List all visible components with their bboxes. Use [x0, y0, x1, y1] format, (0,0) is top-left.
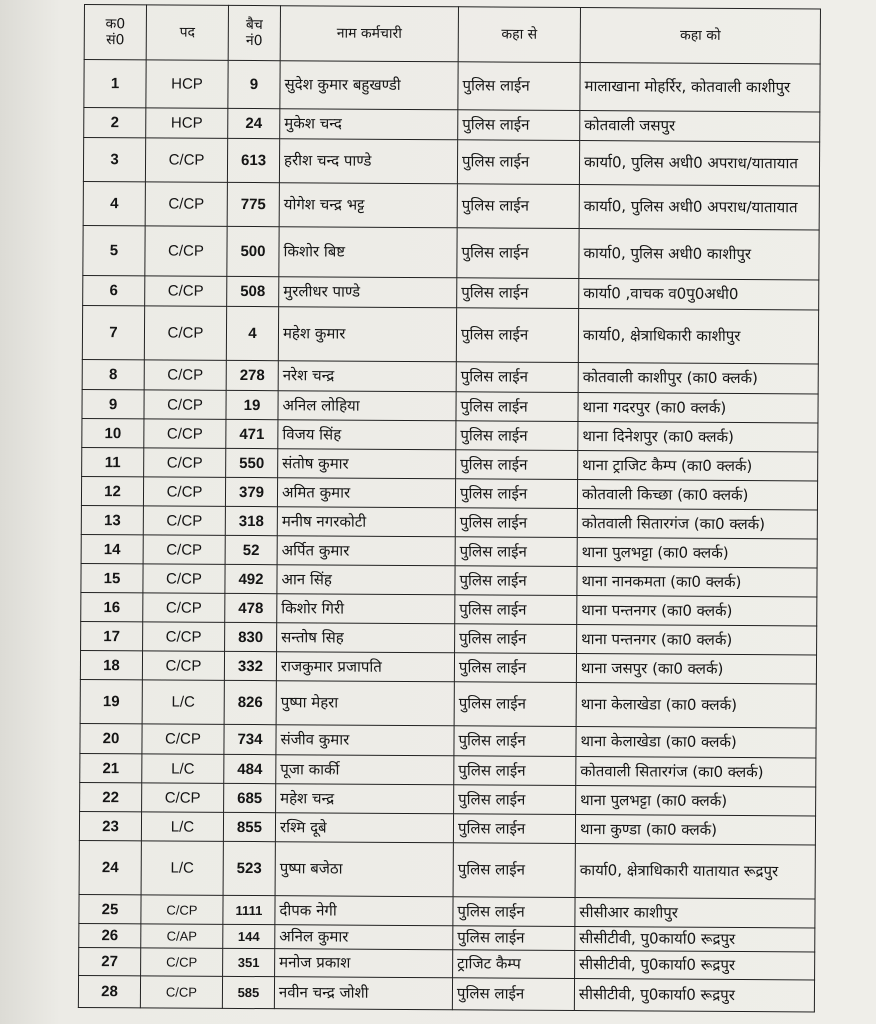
from-location-cell: पुलिस लाईन	[456, 421, 578, 451]
employee-name-cell: नवीन चन्द्र जोशी	[274, 977, 452, 1010]
header-employee-name: नाम कर्मचारी	[280, 6, 458, 62]
table-row	[83, 225, 819, 279]
table-header-row	[84, 5, 820, 64]
serial-cell: 17	[81, 621, 143, 650]
table-row	[84, 108, 820, 142]
from-location-cell: पुलिस लाईन	[455, 624, 577, 654]
rank-cell: C/CP	[144, 360, 226, 391]
serial-cell: 20	[80, 723, 142, 753]
serial-cell: 5	[83, 225, 145, 275]
to-location-cell: सीसीटीवी, पु0कार्या0 रूद्रपुर	[575, 951, 815, 980]
rank-cell: HCP	[146, 108, 228, 139]
to-location-cell: थाना पन्तनगर (का0 क्लर्क)	[577, 596, 817, 626]
to-location-cell: मालाखाना मोहर्रिर, कोतवाली काशीपुर	[580, 63, 820, 112]
header-serial-line1: क0	[105, 16, 126, 33]
from-location-cell: पुलिस लाईन	[454, 726, 576, 757]
belt-number-cell: 550	[226, 448, 278, 477]
employee-name-cell: सुदेश कुमार बहुखण्डी	[280, 61, 458, 110]
to-location-cell: सीसीटीवी, पु0कार्या0 रूद्रपुर	[574, 979, 814, 1012]
rank-cell: C/CP	[141, 948, 223, 977]
from-location-cell: पुलिस लाईन	[456, 392, 578, 422]
rank-cell: L/C	[142, 754, 224, 784]
from-location-cell: पुलिस लाईन	[455, 537, 577, 567]
rank-cell: C/AP	[141, 924, 223, 949]
rank-cell: C/CP	[145, 226, 227, 276]
to-location-cell: कोतवाली सितारगंज (का0 क्लर्क)	[576, 757, 816, 787]
belt-number-cell: 379	[225, 477, 277, 506]
from-location-cell: पुलिस लाईन	[455, 566, 577, 596]
employee-name-cell: पुष्पा बजेठा	[275, 842, 453, 897]
to-location-cell: थाना जसपुर (का0 क्लर्क)	[576, 654, 816, 684]
belt-number-cell: 278	[226, 360, 278, 390]
belt-number-cell: 508	[227, 276, 279, 306]
employee-name-cell: किशोर बिष्ट	[279, 227, 457, 278]
to-location-cell: कार्या0, क्षेत्राधिकारी काशीपुर	[578, 309, 818, 364]
from-location-cell: पुलिस लाईन	[457, 228, 579, 279]
table-row	[81, 563, 817, 596]
employee-name-cell: मनोज प्रकाश	[275, 949, 453, 978]
belt-number-cell: 19	[226, 390, 278, 419]
to-location-cell: कार्या0 ,वाचक व0पु0अधी0	[579, 279, 819, 310]
to-location-cell: कार्या0, पुलिस अधी0 अपराध/यातायात	[579, 141, 819, 186]
employee-name-cell: पुष्पा मेहरा	[276, 681, 454, 726]
serial-cell: 2	[84, 108, 146, 138]
rank-cell: C/CP	[145, 276, 227, 307]
table-row	[82, 359, 818, 393]
from-location-cell: पुलिस लाईन	[453, 897, 575, 927]
serial-cell: 3	[83, 138, 145, 182]
rank-cell: C/CP	[144, 419, 226, 449]
from-location-cell: पुलिस लाईन	[456, 362, 578, 393]
rank-cell: L/C	[141, 812, 223, 842]
employee-name-cell: संजीव कुमार	[276, 725, 454, 756]
serial-cell: 7	[82, 305, 144, 359]
serial-cell: 10	[82, 418, 144, 447]
serial-cell: 6	[83, 275, 145, 305]
employee-name-cell: विजय सिंह	[278, 420, 456, 450]
table-row	[81, 592, 817, 625]
from-location-cell: पुलिस लाईन	[452, 978, 574, 1011]
table-row	[80, 782, 816, 815]
employee-name-cell: किशोर गिरी	[277, 594, 455, 624]
table-row	[82, 447, 818, 480]
to-location-cell: कोतवाली काशीपुर (का0 क्लर्क)	[578, 363, 818, 394]
header-belt	[228, 5, 280, 60]
table-row	[83, 138, 819, 186]
belt-number-cell: 523	[223, 841, 275, 895]
rank-cell: C/CP	[140, 976, 222, 1009]
header-serial-line2: सं0	[106, 32, 125, 49]
belt-number-cell: 775	[227, 182, 279, 226]
serial-cell: 27	[79, 947, 141, 975]
transfer-table	[78, 4, 821, 1012]
employee-name-cell: अनिल कुमार	[275, 925, 453, 950]
employee-name-cell: दीपक नेगी	[275, 896, 453, 926]
table-row	[80, 723, 816, 757]
table-row	[79, 840, 815, 898]
serial-cell: 26	[79, 923, 141, 947]
serial-cell: 16	[81, 592, 143, 621]
to-location-cell: कार्या0, पुलिस अधी0 काशीपुर	[579, 229, 819, 280]
employee-name-cell: हरीश चन्द पाण्डे	[279, 139, 457, 184]
table-row	[83, 181, 819, 229]
employee-name-cell: मुकेश चन्द	[280, 109, 458, 140]
to-location-cell: थाना पुलभट्टा (का0 क्लर्क)	[576, 786, 816, 816]
from-location-cell: पुलिस लाईन	[455, 595, 577, 625]
serial-cell: 18	[80, 650, 142, 679]
rank-cell: C/CP	[142, 783, 224, 813]
employee-name-cell: नरेश चन्द्र	[278, 361, 456, 392]
employee-name-cell: मुरलीधर पाण्डे	[279, 277, 457, 308]
from-location-cell: पुलिस लाईन	[458, 62, 580, 111]
table-row	[80, 650, 816, 683]
employee-name-cell: अर्पित कुमार	[277, 536, 455, 566]
to-location-cell: कार्या0, क्षेत्राधिकारी यातायात रूद्रपुर	[575, 844, 815, 899]
from-location-cell: पुलिस लाईन	[457, 278, 579, 309]
to-location-cell: थाना पुलभट्टा (का0 क्लर्क)	[577, 538, 817, 568]
rank-cell: C/CP	[144, 390, 226, 420]
to-location-cell: थाना दिनेशपुर (का0 क्लर्क)	[578, 422, 818, 452]
serial-cell: 9	[82, 389, 144, 418]
header-from: कहा से	[458, 7, 580, 63]
belt-number-cell: 613	[227, 138, 279, 182]
from-location-cell: पुलिस लाईन	[453, 843, 575, 898]
belt-number-cell: 492	[225, 564, 277, 593]
header-serial	[84, 5, 146, 60]
rank-cell: C/CP	[143, 622, 225, 652]
employee-name-cell: आन सिंह	[277, 565, 455, 595]
from-location-cell: पुलिस लाईन	[453, 814, 575, 844]
serial-cell: 11	[82, 447, 144, 476]
table-row	[83, 275, 819, 309]
table-body	[78, 60, 820, 1012]
rank-cell: C/CP	[143, 593, 225, 623]
employee-name-cell: अमित कुमार	[277, 478, 455, 508]
rank-cell: C/CP	[143, 564, 225, 594]
rank-cell: C/CP	[142, 651, 224, 681]
belt-number-cell: 685	[224, 783, 276, 812]
table-row	[80, 753, 816, 786]
rank-cell: C/CP	[141, 895, 223, 925]
employee-name-cell: राजकुमार प्रजापति	[276, 652, 454, 682]
from-location-cell: पुलिस लाईन	[454, 785, 576, 815]
belt-number-cell: 4	[226, 306, 278, 360]
from-location-cell: पुलिस लाईन	[457, 140, 579, 185]
belt-number-cell: 855	[223, 812, 275, 841]
from-location-cell: पुलिस लाईन	[453, 926, 575, 951]
from-location-cell: ट्राजिट कैम्प	[453, 950, 575, 979]
table-row	[80, 679, 816, 727]
belt-number-cell: 9	[228, 60, 280, 108]
table-row	[82, 418, 818, 451]
belt-number-cell: 318	[225, 506, 277, 535]
rank-cell: C/CP	[145, 182, 227, 227]
serial-cell: 25	[79, 894, 141, 923]
to-location-cell: कोतवाली जसपुर	[580, 111, 820, 142]
rank-cell: C/CP	[143, 477, 225, 507]
belt-number-cell: 484	[224, 754, 276, 783]
rank-cell: C/CP	[143, 506, 225, 536]
belt-number-cell: 478	[225, 593, 277, 622]
belt-number-cell: 734	[224, 724, 276, 754]
table-row	[79, 811, 815, 844]
belt-number-cell: 24	[228, 108, 280, 138]
to-location-cell: थाना केलाखेडा (का0 क्लर्क)	[576, 727, 816, 758]
serial-cell: 22	[80, 782, 142, 811]
serial-cell: 21	[80, 753, 142, 782]
rank-cell: C/CP	[145, 138, 227, 183]
header-belt-line1: बैच	[245, 16, 263, 34]
belt-number-cell: 144	[223, 924, 275, 948]
table-row	[79, 947, 815, 979]
from-location-cell: पुलिस लाईन	[458, 110, 580, 141]
belt-number-cell: 332	[224, 651, 276, 680]
from-location-cell: पुलिस लाईन	[454, 756, 576, 786]
from-location-cell: पुलिस लाईन	[454, 653, 576, 683]
belt-number-cell: 500	[227, 226, 279, 276]
serial-cell: 13	[81, 505, 143, 534]
to-location-cell: थाना कुण्डा (का0 क्लर्क)	[575, 815, 815, 845]
employee-name-cell: महेश चन्द्र	[276, 784, 454, 814]
to-location-cell: कोतवाली किच्छा (का0 क्लर्क)	[577, 480, 817, 510]
serial-cell: 14	[81, 534, 143, 563]
rank-cell: C/CP	[144, 306, 226, 360]
to-location-cell: थाना गदरपुर (का0 क्लर्क)	[578, 393, 818, 423]
rank-cell: HCP	[146, 60, 228, 109]
header-to: कहा को	[580, 8, 820, 64]
to-location-cell: कोतवाली सितारगंज (का0 क्लर्क)	[577, 509, 817, 539]
belt-number-cell: 826	[224, 680, 276, 724]
rank-cell: C/CP	[143, 535, 225, 565]
employee-name-cell: संतोष कुमार	[278, 449, 456, 479]
serial-cell: 23	[79, 811, 141, 840]
table-row	[79, 894, 815, 927]
belt-number-cell: 52	[225, 535, 277, 564]
employee-name-cell: मनीष नगरकोटी	[277, 507, 455, 537]
employee-name-cell: अनिल लोहिया	[278, 391, 456, 421]
to-location-cell: थाना पन्तनगर (का0 क्लर्क)	[577, 625, 817, 655]
employee-name-cell: रश्मि दूबे	[275, 813, 453, 843]
belt-number-cell: 471	[226, 419, 278, 448]
serial-cell: 19	[80, 679, 142, 723]
rank-cell: L/C	[142, 680, 224, 725]
serial-cell: 1	[84, 60, 146, 108]
table-row	[82, 389, 818, 422]
table-row	[78, 975, 814, 1011]
to-location-cell: सीसीटीवी, पु0कार्या0 रूद्रपुर	[575, 927, 815, 952]
to-location-cell: कार्या0, पुलिस अधी0 अपराध/यातायात	[579, 185, 819, 230]
table-row	[81, 534, 817, 567]
belt-number-cell: 351	[223, 948, 275, 976]
to-location-cell: सीसीआर काशीपुर	[575, 898, 815, 928]
to-location-cell: थाना नानकमता (का0 क्लर्क)	[577, 567, 817, 597]
to-location-cell: थाना केलाखेडा (का0 क्लर्क)	[576, 683, 816, 728]
serial-cell: 4	[83, 181, 145, 225]
header-belt-line2: नं0	[245, 32, 263, 50]
serial-cell: 12	[81, 476, 143, 505]
rank-cell: L/C	[141, 841, 223, 895]
serial-cell: 8	[82, 359, 144, 389]
rank-cell: C/CP	[142, 724, 224, 755]
employee-name-cell: महेश कुमार	[278, 307, 456, 362]
serial-cell: 28	[78, 975, 140, 1007]
header-rank: पद	[146, 5, 228, 60]
table-row	[81, 505, 817, 538]
from-location-cell: पुलिस लाईन	[457, 184, 579, 229]
to-location-cell: थाना ट्राजिट कैम्प (का0 क्लर्क)	[578, 451, 818, 481]
table-row	[82, 305, 818, 363]
table-row	[81, 621, 817, 654]
serial-cell: 24	[79, 840, 141, 894]
belt-number-cell: 830	[225, 622, 277, 651]
from-location-cell: पुलिस लाईन	[455, 479, 577, 509]
rank-cell: C/CP	[144, 448, 226, 478]
serial-cell: 15	[81, 563, 143, 592]
from-location-cell: पुलिस लाईन	[456, 450, 578, 480]
employee-name-cell: सन्तोष सिह	[277, 623, 455, 653]
from-location-cell: पुलिस लाईन	[455, 508, 577, 538]
employee-name-cell: योगेश चन्द्र भट्ट	[279, 183, 457, 228]
table-row	[81, 476, 817, 509]
from-location-cell: पुलिस लाईन	[454, 682, 576, 727]
table-row	[84, 60, 820, 112]
from-location-cell: पुलिस लाईन	[456, 308, 578, 363]
belt-number-cell: 585	[222, 976, 274, 1008]
belt-number-cell: 1111	[223, 895, 275, 924]
employee-name-cell: पूजा कार्की	[276, 755, 454, 785]
